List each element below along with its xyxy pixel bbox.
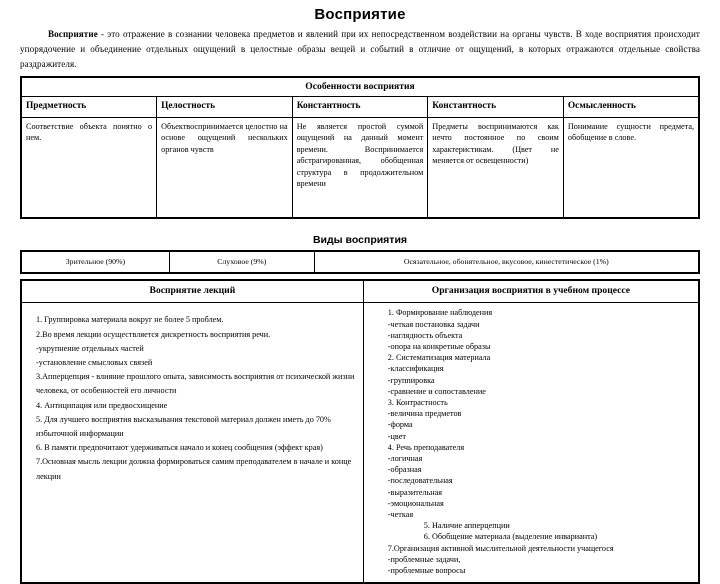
list-item: 1. Формирование наблюдения	[387, 308, 493, 318]
features-body-row	[21, 118, 699, 219]
process-header-lecture: Восприятие лекций	[21, 280, 363, 303]
list-item: -форма	[387, 420, 413, 430]
list-item: -выразительная	[387, 487, 443, 497]
process-header-row	[21, 280, 699, 303]
list-item: -величина предметов	[387, 409, 462, 419]
list-item: -наглядность объекта	[387, 330, 463, 340]
process-body-row	[21, 303, 699, 583]
list-item: -проблемные задачи,	[387, 554, 461, 564]
list-item: 2.Во время лекции осуществляется дискретность восприятия речи.	[36, 329, 271, 339]
list-item: 5. Наличие апперцепции	[423, 521, 510, 531]
list-item: 3.Апперцепция - влияние прошлого опыта, зависимость восприятия от психической жизни человека, от особенностей его личности	[36, 372, 355, 396]
list-item: 1. Группировка материала вокруг не более 5 проблем.	[36, 315, 224, 325]
list-item: 5. Для лучшего восприятия высказывания текстовой материал должен иметь до 70% избыточной информации	[36, 414, 331, 439]
features-cell-osmyslennost: Понимание сущности предмета, обобщение в слове.	[563, 118, 699, 219]
kinds-cell-auditory: Слуховое (9%)	[169, 251, 314, 273]
list-item: 4. Антиципация или предвосхищение	[36, 400, 168, 410]
list-item: -образная	[387, 465, 422, 475]
list-item: -четкая	[387, 510, 414, 520]
list-item: 7.Основная мысль лекции должна формироваться самим преподавателем в начале и конце лекции	[36, 457, 352, 481]
list-item: -логичная	[387, 454, 423, 464]
list-item: 7.Организация активной мыслительной деятельности учащегося	[387, 543, 614, 553]
list-item: -группировка	[387, 375, 435, 385]
kinds-table	[20, 250, 700, 274]
features-cell-predmetnost: Соответствие объекта понятно о нем.	[21, 118, 157, 219]
features-header-celostnost: Целостность	[157, 97, 293, 118]
list-item: -последовательная	[387, 476, 453, 486]
process-cell-lecture	[21, 303, 363, 583]
intro-paragraph	[20, 27, 700, 72]
features-table-caption: Особенности восприятия	[21, 77, 699, 97]
page-title: Восприятие	[314, 6, 406, 23]
list-item: -цвет	[387, 431, 406, 441]
list-item: -установление смысловых связей	[36, 358, 153, 368]
kinds-cell-other: Осязательное, обонятельное, вкусовое, кинестетическое (1%)	[314, 251, 699, 273]
organization-list	[370, 307, 692, 576]
process-header-organization: Организация восприятия в учебном процессе	[363, 280, 699, 303]
features-header-osmyslennost: Осмысленность	[563, 97, 699, 118]
features-header-konstantnost-2: Константность	[428, 97, 564, 118]
kinds-cell-visual: Зрительное (90%)	[21, 251, 169, 273]
intro-body-text: - это отражение в сознании человека предметов и явлений при их непосредственном воздействии на органы чувств. В ходе восприятия происходит упорядочение и объединение отдельных ощущений в целостные образы вещей и событий в отличие от ощущений, в которых отражаются отдельные свойства раздражителя.	[20, 29, 700, 69]
kinds-table-caption: Виды восприятия	[312, 234, 408, 246]
list-item: -опора на конкретные образы	[387, 342, 491, 352]
features-header-konstantnost-1: Константность	[292, 97, 428, 118]
features-cell-konstantnost-2: Предметы воспринимаются как нечто постоянное по своим характеристикам. (Цвет не меняется от освещенности)	[428, 118, 564, 219]
list-item: 3. Контрастность	[387, 398, 448, 408]
list-item: -проблемные вопросы	[387, 566, 466, 576]
features-caption-row	[21, 77, 699, 97]
process-cell-organization	[363, 303, 699, 583]
list-item: 4. Речь преподавателя	[387, 442, 465, 452]
list-item: -сравнение и сопоставление	[387, 386, 486, 396]
list-item: -укрупнение отдельных частей	[36, 343, 144, 353]
features-header-predmetnost: Предметность	[21, 97, 157, 118]
intro-lead-term: Восприятие	[48, 29, 98, 39]
list-item: 2. Систематизация материала	[387, 353, 491, 363]
process-table	[20, 279, 700, 584]
list-item: 6. Обобщение материала (выделение инварианта)	[423, 532, 598, 542]
features-cell-celostnost: Объектвоспринимается целостно на основе ощущений нескольких органов чувств	[157, 118, 293, 219]
lecture-list	[28, 313, 357, 483]
list-item: -четкая постановка задачи	[387, 319, 480, 329]
list-item: -классификация	[387, 364, 444, 374]
features-cell-konstantnost-1: Не является простой суммой ощущений на данный момент времени. Воспринимается абстрагированная, обобщенная структура в продолжительном времени	[292, 118, 428, 219]
features-header-row	[21, 97, 699, 118]
features-table	[20, 76, 700, 219]
list-item: -эмоциональная	[387, 498, 444, 508]
kinds-row	[21, 251, 699, 273]
list-item: 6. В памяти предпочитают удерживаться начало и конец сообщения (эффект края)	[36, 443, 323, 453]
